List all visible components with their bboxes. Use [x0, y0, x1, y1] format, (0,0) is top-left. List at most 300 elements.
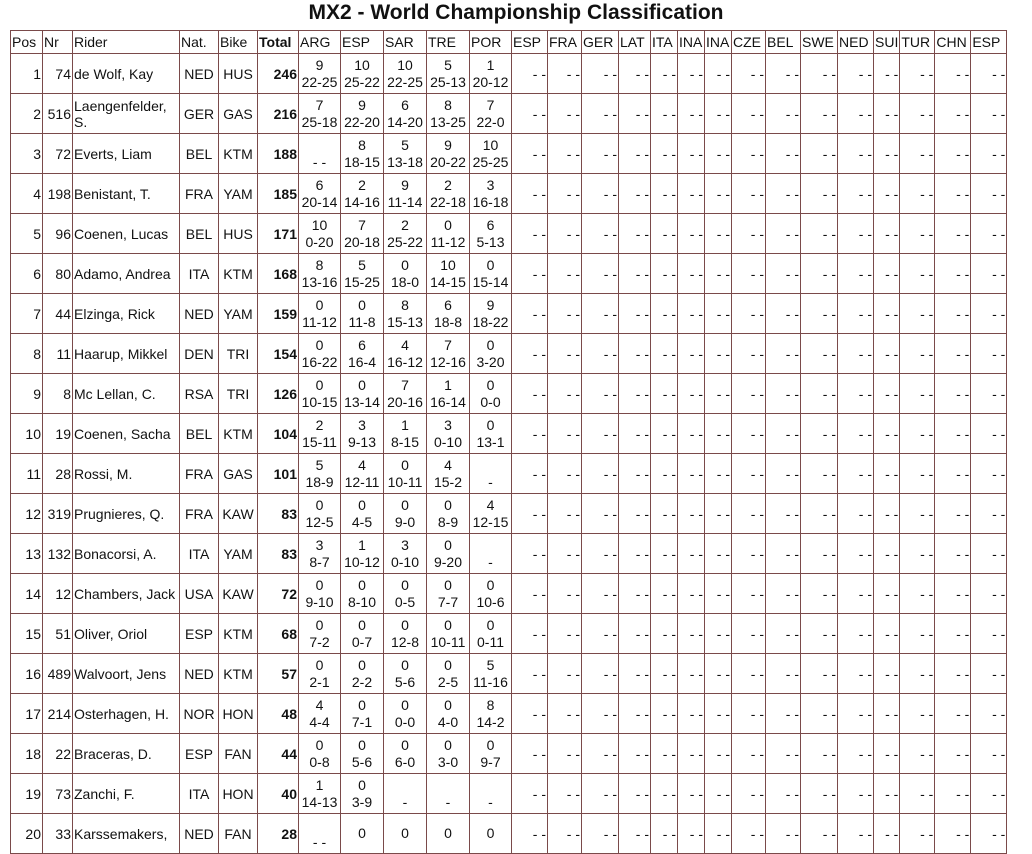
future-round-cell: - - — [801, 174, 838, 214]
position-cell: 8 — [10, 334, 43, 374]
heat-points: 9-0 — [394, 513, 416, 530]
future-round-cell: - - — [512, 214, 548, 254]
heat-points: 3-9 — [351, 793, 373, 810]
future-round-cell: - - — [900, 614, 935, 654]
table-row — [10, 614, 1007, 654]
heat-points: 13-1 — [476, 433, 505, 450]
heat-points: 12-5 — [305, 513, 334, 530]
round-result-cell — [341, 614, 384, 654]
number-cell: 489 — [43, 654, 73, 694]
future-round-cell: - - — [548, 94, 582, 134]
column-header-nat: Nat. — [180, 30, 219, 54]
future-round-cell: - - — [935, 574, 971, 614]
bike-cell: GAS — [219, 94, 258, 134]
column-header-esp-25: ESP — [971, 30, 1007, 54]
round-points: 2 — [315, 416, 324, 433]
round-result-cell — [427, 174, 470, 214]
heat-points: 18-0 — [390, 273, 420, 290]
number-cell: 72 — [43, 134, 73, 174]
nationality-cell: FRA — [180, 494, 219, 534]
nationality-cell: BEL — [180, 134, 219, 174]
heat-points: 16-14 — [430, 393, 466, 410]
round-points: 6 — [486, 216, 495, 233]
round-points: 0 — [358, 616, 366, 633]
future-round-cell: - - — [900, 454, 935, 494]
future-round-cell: - - — [766, 814, 801, 854]
heat-points: - — [488, 473, 493, 490]
round-points: 0 — [401, 576, 409, 593]
heat-points: 12-16 — [430, 353, 466, 370]
heat-points: 10-12 — [344, 553, 380, 570]
future-round-cell: - - — [651, 774, 678, 814]
future-round-cell: - - — [900, 294, 935, 334]
rider-cell: Osterhagen, H. — [73, 694, 180, 734]
future-round-cell: - - — [838, 814, 874, 854]
round-result-cell — [384, 214, 427, 254]
number-cell: 96 — [43, 214, 73, 254]
round-points: 0 — [486, 576, 495, 593]
round-result-cell — [470, 454, 512, 494]
future-round-cell: - - — [801, 334, 838, 374]
future-round-cell: - - — [548, 614, 582, 654]
future-round-cell: - - — [971, 814, 1007, 854]
future-round-cell: - - — [678, 134, 705, 174]
future-round-cell: - - — [548, 134, 582, 174]
round-result-cell — [299, 414, 341, 454]
future-round-cell: - - — [582, 214, 619, 254]
future-round-cell: - - — [971, 254, 1007, 294]
round-result-cell — [384, 534, 427, 574]
position-cell: 9 — [10, 374, 43, 414]
future-round-cell: - - — [766, 654, 801, 694]
rider-cell: Laengenfelder, S. — [73, 94, 180, 134]
round-result-cell — [470, 414, 512, 454]
future-round-cell: - - — [874, 494, 900, 534]
future-round-cell: - - — [678, 614, 705, 654]
round-result-cell — [427, 494, 470, 534]
round-points — [428, 777, 468, 794]
round-result-cell — [427, 814, 470, 854]
page-title: MX2 - World Championship Classification — [308, 1, 724, 24]
future-round-cell: - - — [766, 254, 801, 294]
heat-points: - — [488, 553, 493, 570]
heat-points: 18-9 — [305, 473, 334, 490]
nationality-cell: ESP — [180, 734, 219, 774]
heat-points: 4-0 — [437, 713, 459, 730]
future-round-cell: - - — [838, 334, 874, 374]
position-cell: 16 — [10, 654, 43, 694]
position-cell: 19 — [10, 774, 43, 814]
future-round-cell: - - — [935, 774, 971, 814]
future-round-cell: - - — [678, 94, 705, 134]
table-row — [10, 774, 1007, 814]
future-round-cell: - - — [705, 214, 732, 254]
heat-points: 10-15 — [301, 393, 338, 410]
round-result-cell — [341, 334, 384, 374]
rider-cell: Zanchi, F. — [73, 774, 180, 814]
round-points: 0 — [486, 376, 495, 393]
round-result-cell — [470, 534, 512, 574]
future-round-cell: - - — [900, 774, 935, 814]
future-round-cell: - - — [838, 134, 874, 174]
future-round-cell: - - — [900, 254, 935, 294]
future-round-cell: - - — [651, 414, 678, 454]
future-round-cell: - - — [619, 134, 651, 174]
future-round-cell: - - — [732, 54, 766, 94]
round-result-cell — [470, 54, 512, 94]
heat-points: 14-15 — [430, 273, 466, 290]
future-round-cell: - - — [801, 814, 838, 854]
column-header-ger-13: GER — [582, 30, 619, 54]
round-result-cell — [427, 414, 470, 454]
bike-cell: HUS — [219, 54, 258, 94]
heat-points: 7-2 — [309, 633, 330, 650]
future-round-cell: - - — [512, 654, 548, 694]
future-round-cell: - - — [705, 494, 732, 534]
future-round-cell: - - — [838, 214, 874, 254]
heat-points: 20-22 — [430, 153, 466, 170]
future-round-cell: - - — [900, 94, 935, 134]
number-cell: 516 — [43, 94, 73, 134]
round-result-cell — [427, 214, 470, 254]
round-result-cell — [341, 414, 384, 454]
round-result-cell — [427, 574, 470, 614]
future-round-cell: - - — [874, 414, 900, 454]
future-round-cell: - - — [838, 254, 874, 294]
round-result-cell — [341, 694, 384, 734]
future-round-cell: - - — [582, 454, 619, 494]
round-points: 4 — [358, 456, 366, 473]
heat-points: 15-25 — [344, 273, 380, 290]
future-round-cell: - - — [766, 334, 801, 374]
future-round-cell: - - — [874, 734, 900, 774]
future-round-cell: - - — [582, 654, 619, 694]
future-round-cell: - - — [900, 174, 935, 214]
round-result-cell — [341, 494, 384, 534]
round-result-cell — [427, 614, 470, 654]
future-round-cell: - - — [705, 174, 732, 214]
total-points-cell: 48 — [258, 694, 299, 734]
round-points: 10 — [397, 56, 413, 73]
future-round-cell: - - — [801, 494, 838, 534]
bike-cell: YAM — [219, 294, 258, 334]
nationality-cell: ESP — [180, 614, 219, 654]
column-header-total: Total — [258, 30, 299, 54]
round-points: 0 — [358, 496, 366, 513]
future-round-cell: - - — [619, 574, 651, 614]
rider-cell: Benistant, T. — [73, 174, 180, 214]
round-result-cell — [470, 374, 512, 414]
future-round-cell: - - — [678, 654, 705, 694]
future-round-cell: - - — [971, 454, 1007, 494]
future-round-cell: - - — [874, 814, 900, 854]
future-round-cell: - - — [512, 334, 548, 374]
total-points-cell: 188 — [258, 134, 299, 174]
future-round-cell: - - — [935, 254, 971, 294]
round-points: 5 — [444, 56, 452, 73]
round-result-cell — [384, 574, 427, 614]
heat-points: 16-12 — [387, 353, 423, 370]
future-round-cell: - - — [935, 694, 971, 734]
nationality-cell: USA — [180, 574, 219, 614]
future-round-cell: - - — [900, 814, 935, 854]
round-points: 0 — [444, 616, 452, 633]
future-round-cell: - - — [971, 94, 1007, 134]
round-points: 0 — [315, 576, 324, 593]
future-round-cell: - - — [766, 414, 801, 454]
future-round-cell: - - — [766, 574, 801, 614]
number-cell: 198 — [43, 174, 73, 214]
future-round-cell: - - — [874, 94, 900, 134]
nationality-cell: NED — [180, 814, 219, 854]
future-round-cell: - - — [678, 174, 705, 214]
position-cell: 3 — [10, 134, 43, 174]
future-round-cell: - - — [838, 294, 874, 334]
round-result-cell — [427, 654, 470, 694]
column-header-ita-15: ITA — [651, 30, 678, 54]
future-round-cell: - - — [874, 454, 900, 494]
future-round-cell: - - — [651, 654, 678, 694]
future-round-cell: - - — [619, 54, 651, 94]
round-result-cell — [470, 654, 512, 694]
round-points: 1 — [486, 56, 495, 73]
future-round-cell: - - — [874, 174, 900, 214]
future-round-cell: - - — [651, 334, 678, 374]
round-points: 0 — [486, 416, 495, 433]
future-round-cell: - - — [874, 334, 900, 374]
heat-points: 14-13 — [301, 793, 338, 810]
round-result-cell — [384, 94, 427, 134]
round-points: 4 — [401, 336, 409, 353]
round-result-cell — [470, 174, 512, 214]
heat-points: 11-8 — [348, 313, 376, 330]
round-result-cell — [427, 734, 470, 774]
future-round-cell: - - — [619, 94, 651, 134]
position-cell: 6 — [10, 254, 43, 294]
heat-points: - - — [312, 833, 327, 850]
rider-cell: Coenen, Lucas — [73, 214, 180, 254]
future-round-cell: - - — [548, 534, 582, 574]
future-round-cell: - - — [512, 174, 548, 214]
future-round-cell: - - — [548, 414, 582, 454]
heat-points: 7-7 — [437, 593, 459, 610]
round-points: 0 — [315, 376, 324, 393]
future-round-cell: - - — [732, 374, 766, 414]
future-round-cell: - - — [651, 454, 678, 494]
round-result-cell — [470, 734, 512, 774]
future-round-cell: - - — [935, 374, 971, 414]
future-round-cell: - - — [801, 134, 838, 174]
round-result-cell — [427, 454, 470, 494]
round-result-cell — [470, 574, 512, 614]
heat-points: 6-0 — [394, 753, 416, 770]
future-round-cell: - - — [678, 494, 705, 534]
round-result-cell — [341, 454, 384, 494]
heat-points: 0-8 — [309, 753, 330, 770]
future-round-cell: - - — [900, 654, 935, 694]
round-result-cell — [341, 294, 384, 334]
heat-points: 11-16 — [473, 673, 508, 690]
total-points-cell: 185 — [258, 174, 299, 214]
round-points: 0 — [315, 336, 324, 353]
future-round-cell: - - — [766, 94, 801, 134]
total-points-cell: 104 — [258, 414, 299, 454]
column-header-cze-18: CZE — [732, 30, 766, 54]
future-round-cell: - - — [732, 294, 766, 334]
round-result-cell — [341, 774, 384, 814]
position-cell: 17 — [10, 694, 43, 734]
heat-points: 2-5 — [437, 673, 459, 690]
position-cell: 18 — [10, 734, 43, 774]
rider-cell: Adamo, Andrea — [73, 254, 180, 294]
future-round-cell: - - — [705, 374, 732, 414]
heat-points: 4-4 — [309, 713, 330, 730]
round-result-cell — [470, 494, 512, 534]
round-points: 0 — [401, 496, 409, 513]
future-round-cell: - - — [732, 334, 766, 374]
total-points-cell: 126 — [258, 374, 299, 414]
future-round-cell: - - — [619, 254, 651, 294]
future-round-cell: - - — [732, 574, 766, 614]
future-round-cell: - - — [838, 654, 874, 694]
heat-points: 5-6 — [394, 673, 416, 690]
position-cell: 7 — [10, 294, 43, 334]
heat-points: 0-5 — [394, 593, 416, 610]
heat-points: 0-0 — [480, 393, 501, 410]
future-round-cell: - - — [935, 134, 971, 174]
round-result-cell — [470, 254, 512, 294]
round-points: 0 — [315, 616, 324, 633]
round-result-cell — [427, 94, 470, 134]
total-points-cell: 72 — [258, 574, 299, 614]
future-round-cell: - - — [678, 774, 705, 814]
future-round-cell: - - — [619, 174, 651, 214]
heat-points: 10-11 — [430, 633, 466, 650]
rider-cell: Everts, Liam — [73, 134, 180, 174]
future-round-cell: - - — [801, 734, 838, 774]
future-round-cell: - - — [512, 574, 548, 614]
rider-cell: Haarup, Mikkel — [73, 334, 180, 374]
round-result-cell — [470, 294, 512, 334]
future-round-cell: - - — [874, 774, 900, 814]
round-result-cell — [299, 734, 341, 774]
round-result-cell — [341, 574, 384, 614]
future-round-cell: - - — [935, 654, 971, 694]
round-points: 0 — [358, 376, 366, 393]
future-round-cell: - - — [971, 614, 1007, 654]
future-round-cell: - - — [935, 294, 971, 334]
table-row — [10, 134, 1007, 174]
future-round-cell: - - — [705, 254, 732, 294]
heat-points: 18-15 — [344, 153, 380, 170]
heat-points: - — [402, 793, 408, 810]
table-row — [10, 54, 1007, 94]
future-round-cell: - - — [651, 174, 678, 214]
round-result-cell — [341, 654, 384, 694]
future-round-cell: - - — [678, 374, 705, 414]
future-round-cell: - - — [935, 734, 971, 774]
round-result-cell — [299, 654, 341, 694]
heat-points: 9-7 — [480, 753, 501, 770]
round-points: 0 — [315, 736, 324, 753]
table-row — [10, 454, 1007, 494]
number-cell: 12 — [43, 574, 73, 614]
future-round-cell: - - — [766, 494, 801, 534]
heat-points: 14-20 — [387, 113, 423, 130]
round-result-cell — [384, 174, 427, 214]
round-points: 2 — [358, 176, 366, 193]
nationality-cell: ITA — [180, 774, 219, 814]
future-round-cell: - - — [838, 534, 874, 574]
future-round-cell: - - — [705, 534, 732, 574]
round-points: 3 — [315, 536, 324, 553]
heat-points: 13-18 — [387, 153, 423, 170]
round-points: 0 — [358, 825, 366, 841]
future-round-cell: - - — [900, 374, 935, 414]
bike-cell: FAN — [219, 814, 258, 854]
future-round-cell: - - — [935, 494, 971, 534]
future-round-cell: - - — [900, 494, 935, 534]
future-round-cell: - - — [935, 814, 971, 854]
heat-points: 13-25 — [430, 113, 466, 130]
position-cell: 5 — [10, 214, 43, 254]
total-points-cell: 83 — [258, 494, 299, 534]
future-round-cell: - - — [582, 694, 619, 734]
round-points: 0 — [315, 296, 324, 313]
future-round-cell: - - — [548, 654, 582, 694]
number-cell: 11 — [43, 334, 73, 374]
heat-points: 0-0 — [394, 713, 416, 730]
round-points: 7 — [315, 96, 324, 113]
future-round-cell: - - — [971, 334, 1007, 374]
round-points: 0 — [401, 736, 409, 753]
bike-cell: YAM — [219, 174, 258, 214]
round-result-cell — [299, 814, 341, 854]
heat-points: 22-20 — [344, 113, 380, 130]
future-round-cell: - - — [678, 414, 705, 454]
round-points: 0 — [401, 616, 409, 633]
round-result-cell — [470, 94, 512, 134]
future-round-cell: - - — [935, 94, 971, 134]
round-result-cell — [299, 534, 341, 574]
table-row — [10, 334, 1007, 374]
round-points: 1 — [444, 376, 452, 393]
round-result-cell — [384, 414, 427, 454]
round-points: 10 — [440, 256, 456, 273]
table-row — [10, 94, 1007, 134]
future-round-cell: - - — [512, 694, 548, 734]
future-round-cell: - - — [801, 614, 838, 654]
future-round-cell: - - — [678, 694, 705, 734]
future-round-cell: - - — [548, 574, 582, 614]
future-round-cell: - - — [801, 654, 838, 694]
bike-cell: TRI — [219, 334, 258, 374]
round-points: 10 — [311, 216, 328, 233]
future-round-cell: - - — [766, 294, 801, 334]
bike-cell: KTM — [219, 254, 258, 294]
round-result-cell — [384, 254, 427, 294]
bike-cell: YAM — [219, 534, 258, 574]
round-points: 10 — [482, 136, 499, 153]
number-cell: 74 — [43, 54, 73, 94]
round-points — [471, 537, 510, 554]
round-points: 0 — [401, 656, 409, 673]
rider-cell: Rossi, M. — [73, 454, 180, 494]
heat-points: 15-11 — [302, 433, 337, 450]
round-result-cell — [299, 254, 341, 294]
round-result-cell — [427, 694, 470, 734]
bike-cell: HON — [219, 694, 258, 734]
